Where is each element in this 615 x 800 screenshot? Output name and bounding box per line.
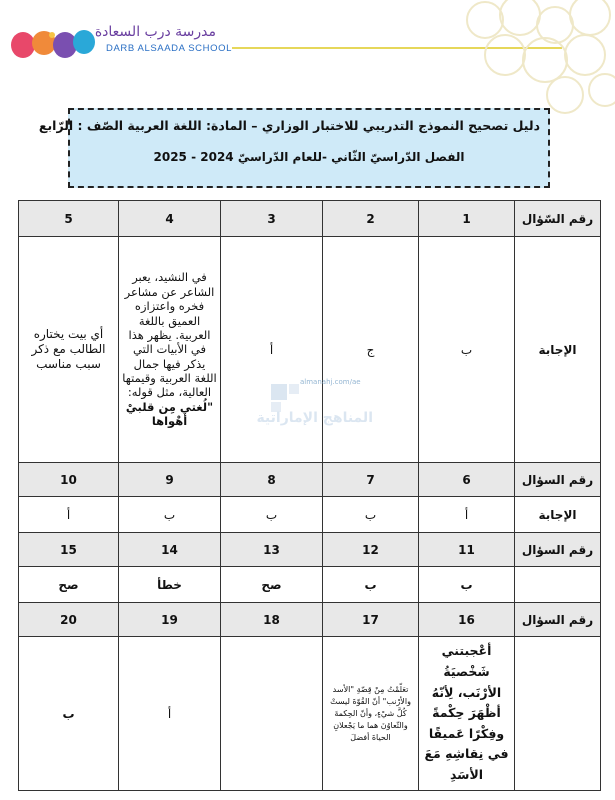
question-number: 9 <box>119 463 221 497</box>
school-name-english: DARB ALSAADA SCHOOL <box>106 43 232 54</box>
watermark-url: almanahj.com/ae <box>300 378 361 386</box>
title-box <box>38 108 550 188</box>
row-label-answer: الإجابة <box>515 237 601 463</box>
answer-cell: أي بيت يختاره الطالب مع ذكر سبب مناسب <box>19 237 119 463</box>
school-logo <box>10 22 230 62</box>
answer-key-table <box>18 200 601 791</box>
answer-cell: ج <box>323 237 419 463</box>
answer-cell: أ <box>419 497 515 533</box>
answer-cell: خطأ <box>119 567 221 603</box>
question-number: 17 <box>323 603 419 637</box>
question-number-row <box>19 603 601 637</box>
answer-cell: ب <box>323 567 419 603</box>
answer-cell <box>221 637 323 791</box>
question-number: 18 <box>221 603 323 637</box>
question-number: 14 <box>119 533 221 567</box>
row-label-answer-empty <box>515 637 601 791</box>
question-number: 3 <box>221 201 323 237</box>
row-label-answer-empty <box>515 567 601 603</box>
answer-cell: ب <box>419 237 515 463</box>
row-label-question-number: رقم السّؤال <box>515 201 601 237</box>
answer-cell: أ <box>221 237 323 463</box>
answer-cell: صح <box>19 567 119 603</box>
answer-quote: "لُغتي مِن قلبيْ أهْواها <box>125 399 214 429</box>
answer-text: أعْجبتني شَخْصيَةُ الأرْنَب، لِأنّهُ أظْهَرَ حِكْمةً وفِكْرًا عَميقًا في نِقاشِهِ مَعَ الأسَدِ <box>424 643 509 783</box>
question-number: 13 <box>221 533 323 567</box>
row-label-question-number: رقم السؤال <box>515 463 601 497</box>
question-number-row <box>19 463 601 497</box>
answer-cell: أ <box>119 637 221 791</box>
answer-cell <box>323 637 419 791</box>
question-number: 4 <box>119 201 221 237</box>
answer-cell <box>419 637 515 791</box>
question-number: 10 <box>19 463 119 497</box>
question-number: 20 <box>19 603 119 637</box>
answer-cell: ب <box>119 497 221 533</box>
document-subtitle: الفصل الدّراسيّ الثّاني -للعام الدّراسيّ 2024 - 2025 <box>153 150 465 164</box>
question-number: 1 <box>419 201 515 237</box>
answer-row <box>19 567 601 603</box>
document-title: دليل تصحيح النموذج التدريبي للاختبار الوزاري – المادة: اللغة العربية الصّف : الرّابع <box>38 118 540 133</box>
question-number-row <box>19 533 601 567</box>
answer-text: تعَلّمْتُ مِنْ قِصّةِ "الأسد والأرْنب" أنّ القُوّةَ ليستْ كُلَّ شيْءٍ، وأنّ الحِكمةَ والتّعاوُنَ هما ما يَجْعلانِ الحياةَ أفضلَ <box>330 684 411 742</box>
question-number: 16 <box>419 603 515 637</box>
answer-cell: أ <box>19 497 119 533</box>
answer-cell: ب <box>419 567 515 603</box>
answer-row <box>19 637 601 791</box>
answer-cell: ب <box>221 497 323 533</box>
answer-cell: ب <box>323 497 419 533</box>
question-number: 8 <box>221 463 323 497</box>
logo-blobs-icon <box>10 26 96 60</box>
question-number: 15 <box>19 533 119 567</box>
question-number: 5 <box>19 201 119 237</box>
question-number: 12 <box>323 533 419 567</box>
question-number: 19 <box>119 603 221 637</box>
school-name-arabic: مدرسة درب السعادة <box>94 24 216 40</box>
question-number-row <box>19 201 601 237</box>
row-label-question-number: رقم السؤال <box>515 533 601 567</box>
question-number: 2 <box>323 201 419 237</box>
answer-cell: ب <box>19 637 119 791</box>
answer-cell: صح <box>221 567 323 603</box>
answer-text: في النشيد، يعبر الشاعر عن مشاعر فخره واعتزازه العميق باللغة العربية. يظهر هذا في الأبيات التي يذكر فيها جمال اللغة العربية وقيمتها العالية، مثل قوله: <box>122 270 217 400</box>
answer-cell <box>119 237 221 463</box>
question-number: 6 <box>419 463 515 497</box>
question-number: 7 <box>323 463 419 497</box>
decorative-circles-icon <box>445 0 615 120</box>
row-label-answer: الإجابة <box>515 497 601 533</box>
watermark-text: المناهج الإماراتية <box>256 410 373 426</box>
question-number: 11 <box>419 533 515 567</box>
answer-row <box>19 237 601 463</box>
row-label-question-number: رقم السؤال <box>515 603 601 637</box>
answer-row <box>19 497 601 533</box>
